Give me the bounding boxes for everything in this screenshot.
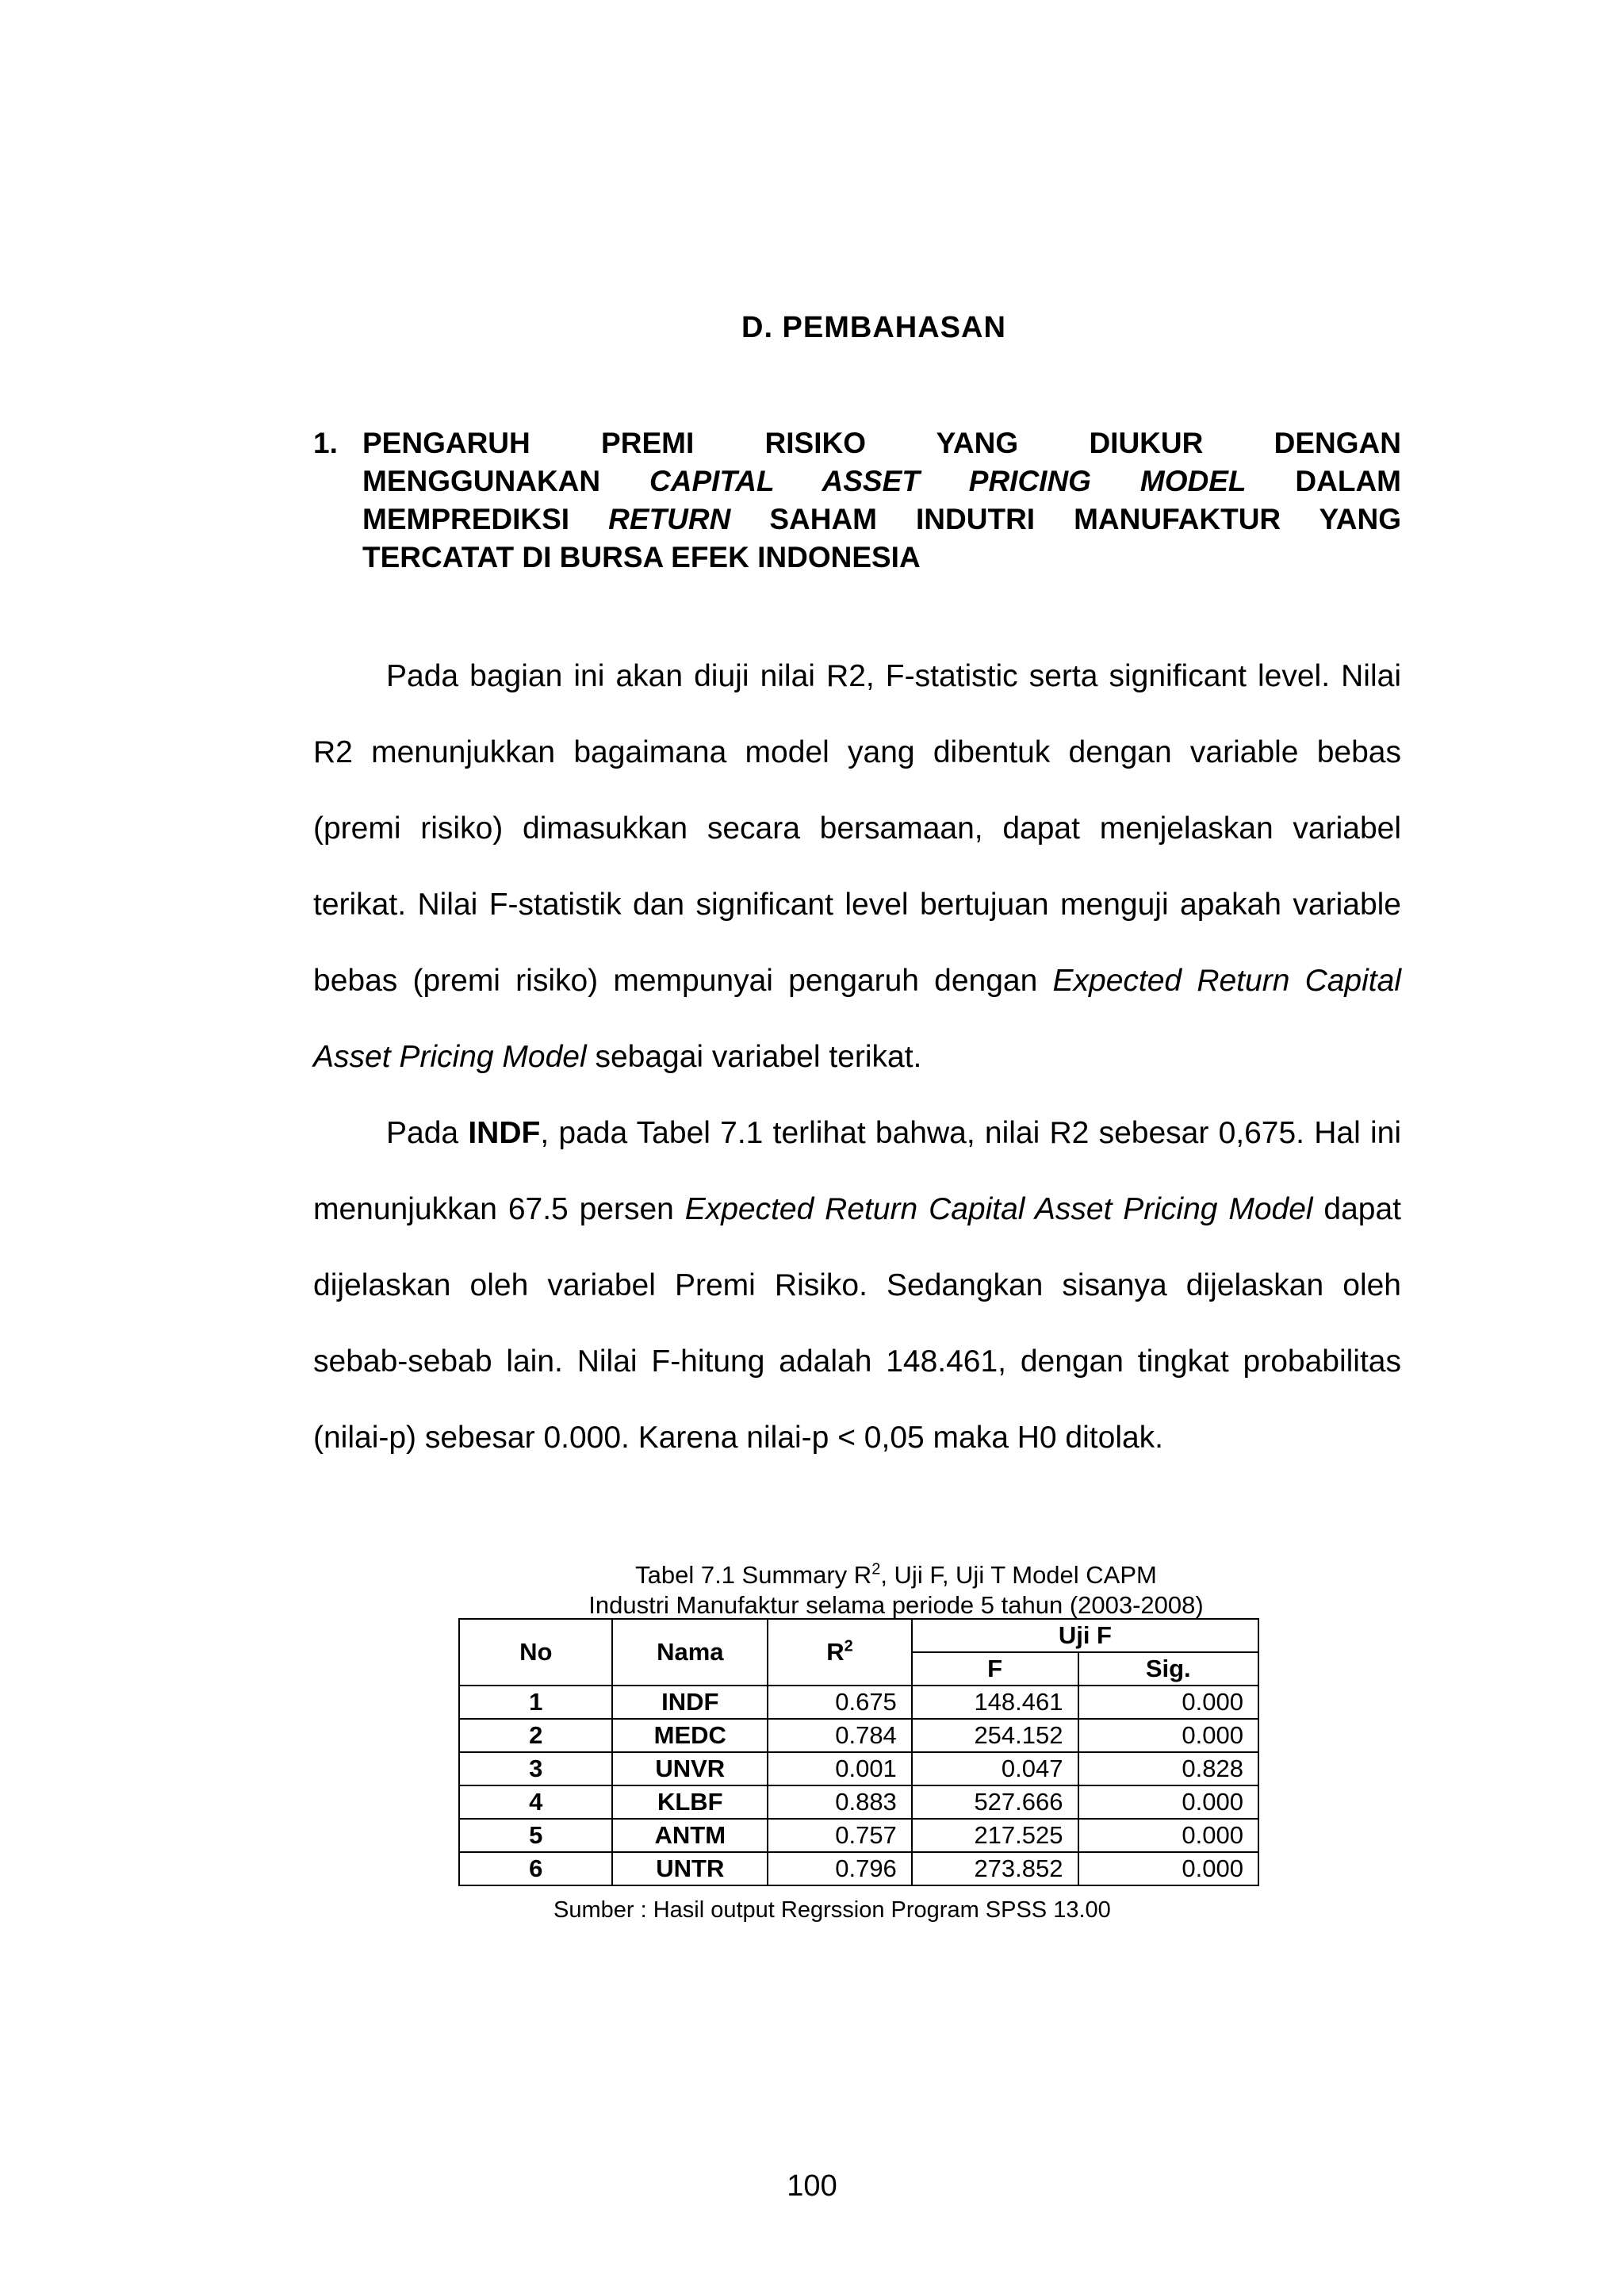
subheading-line-3-end: SAHAM INDUTRI MANUFAKTUR YANG [730, 503, 1402, 535]
subheading-line-2-end: DALAM [1246, 465, 1401, 497]
paragraph-2-bold: INDF [468, 1116, 541, 1150]
header-r2 [768, 1619, 912, 1686]
cell-r2: 0.883 [768, 1785, 912, 1819]
subheading-line-1: PENGARUH PREMI RISIKO YANG DIUKUR DENGAN [362, 427, 1401, 459]
cell-sig: 0.000 [1078, 1785, 1259, 1819]
cell-f: 217.525 [912, 1819, 1078, 1852]
subheading-line-2-italic: CAPITAL ASSET PRICING MODEL [649, 465, 1247, 497]
header-r-letter: R [826, 1638, 845, 1666]
subheading-line-3-start: MEMPREDIKSI [362, 503, 609, 535]
table-row [459, 1852, 1258, 1885]
caption-superscript: 2 [871, 1560, 881, 1578]
subheading-lines [362, 424, 1401, 577]
table-row [459, 1819, 1258, 1852]
paragraph-1-italic: Expected Return Capital Asset Pricing Model [313, 964, 1401, 1074]
page-number: 100 [787, 2169, 837, 2203]
cell-r2: 0.757 [768, 1819, 912, 1852]
header-nama: Nama [612, 1619, 768, 1686]
header-uji-f: Uji F [912, 1619, 1258, 1652]
subheading-line-4: TERCATAT DI BURSA EFEK INDONESIA [362, 541, 921, 573]
cell-no: 3 [459, 1752, 612, 1785]
cell-nama: INDF [612, 1686, 768, 1719]
paragraph-1-tail: sebagai variabel terikat. [586, 1040, 922, 1074]
cell-no: 2 [459, 1719, 612, 1752]
summary-table [458, 1618, 1259, 1886]
table-caption-line-2: Industri Manufaktur selama periode 5 tahun (2003-2008) [588, 1591, 1204, 1619]
paragraph-2-italic: Expected Return Capital Asset Pricing Model [684, 1192, 1313, 1226]
paragraph-2-text-3: dapat dijelaskan oleh variabel Premi Risiko. Sedangkan sisanya dijelaskan oleh sebab-sebab lain. Nilai F-hitung adalah 148.461, dengan tingkat probabilitas (nilai-p) sebesar 0.000. Karena nilai-p < 0,05 maka H0 ditolak. [313, 1192, 1402, 1455]
paragraph-2 [313, 1095, 1401, 1476]
table-row [459, 1752, 1258, 1785]
subheading-number: 1. [313, 427, 338, 459]
subheading-line-3 [362, 501, 1401, 539]
cell-no: 4 [459, 1785, 612, 1819]
cell-sig: 0.000 [1078, 1819, 1259, 1852]
cell-sig: 0.000 [1078, 1719, 1259, 1752]
header-r-sup: 2 [844, 1637, 853, 1655]
cell-sig: 0.000 [1078, 1852, 1259, 1885]
cell-f: 254.152 [912, 1719, 1078, 1752]
table-caption-line-1 [460, 1561, 1332, 1590]
cell-sig: 0.000 [1078, 1686, 1259, 1719]
header-f: F [912, 1652, 1078, 1686]
cell-f: 148.461 [912, 1686, 1078, 1719]
subheading-line-2-start: MENGGUNAKAN [362, 465, 650, 497]
header-no: No [459, 1619, 612, 1686]
paragraph-1 [313, 639, 1401, 1095]
section-title: D. PEMBAHASAN [741, 311, 1006, 344]
table-row [459, 1686, 1258, 1719]
paragraph-2-text-1: Pada [386, 1116, 469, 1150]
table-source-note: Sumber : Hasil output Regrssion Program SPSS 13.00 [553, 1897, 1111, 1923]
cell-r2: 0.784 [768, 1719, 912, 1752]
cell-r2: 0.796 [768, 1852, 912, 1885]
cell-f: 527.666 [912, 1785, 1078, 1819]
cell-f: 273.852 [912, 1852, 1078, 1885]
cell-nama: KLBF [612, 1785, 768, 1819]
cell-f: 0.047 [912, 1752, 1078, 1785]
cell-nama: ANTM [612, 1819, 768, 1852]
paragraph-2-text-2: , pada Tabel 7.1 terlihat bahwa, nilai R2 sebesar 0,675. Hal ini menunjukkan 67.5 persen [313, 1116, 1402, 1226]
cell-nama: MEDC [612, 1719, 768, 1752]
paragraph-1-text: Pada bagian ini akan diuji nilai R2, F-statistic serta significant level. Nilai R2 menunjukkan bagaimana model yang dibentuk dengan variable bebas (premi risiko) dimasukkan secara bersamaan, dapat menjelaskan variabel terikat. Nilai F-statistik dan significant level bertujuan menguji apakah variable bebas (premi risiko) mempunyai pengaruh dengan [313, 659, 1401, 998]
table-row [459, 1785, 1258, 1819]
cell-nama: UNTR [612, 1852, 768, 1885]
caption-text-end: , Uji F, Uji T Model CAPM [880, 1561, 1157, 1589]
cell-sig: 0.828 [1078, 1752, 1259, 1785]
cell-nama: UNVR [612, 1752, 768, 1785]
table-row [459, 1719, 1258, 1752]
subheading-line-2 [362, 462, 1401, 501]
cell-no: 6 [459, 1852, 612, 1885]
caption-text-start: Tabel 7.1 Summary R [635, 1561, 872, 1589]
subheading-line-3-italic: RETURN [608, 503, 731, 535]
header-sig: Sig. [1078, 1652, 1259, 1686]
cell-r2: 0.675 [768, 1686, 912, 1719]
cell-no: 1 [459, 1686, 612, 1719]
table-header-row [459, 1619, 1258, 1652]
cell-no: 5 [459, 1819, 612, 1852]
cell-r2: 0.001 [768, 1752, 912, 1785]
